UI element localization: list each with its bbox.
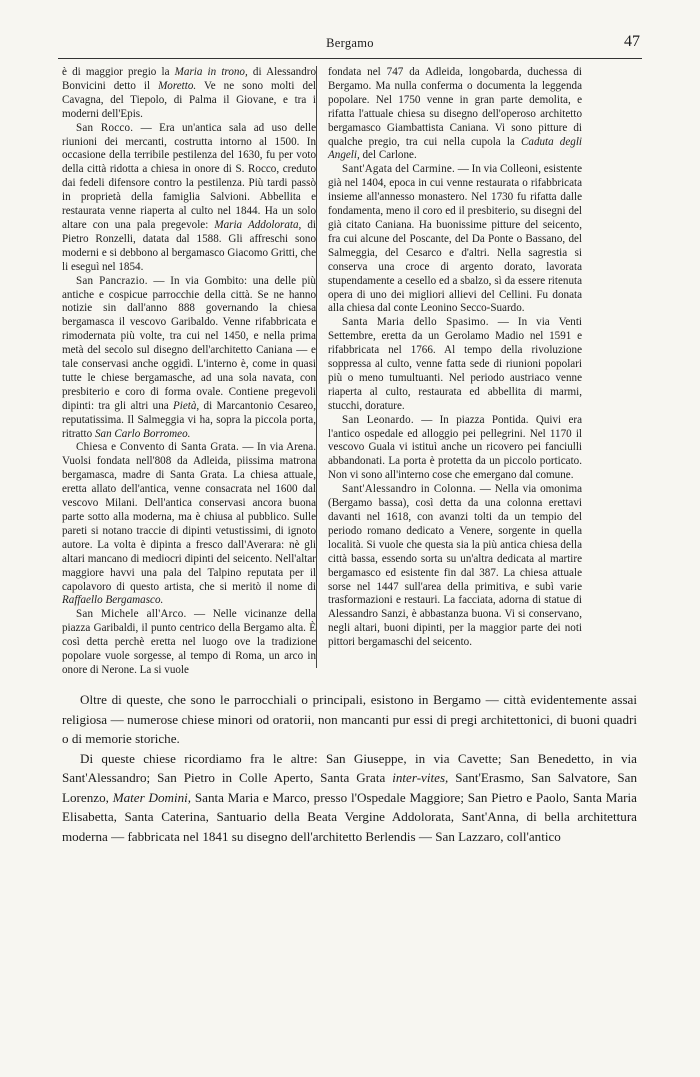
- italic-title: Maria Addolorata,: [214, 218, 302, 231]
- paragraph: [62, 66, 316, 122]
- text-run: Di queste chiese ricordiamo fra le altre: San Giuseppe, in via Cavette; San Benedetto, in via Sant'Alessandro; San Pietro in Colle Aperto, Santa Grata: [62, 750, 637, 785]
- entry-heading: Sant'Alessandro in Colonna.: [342, 483, 476, 496]
- full-width-text: [62, 690, 637, 846]
- text-run: — In piazza Pontida. Quivi era l'antico ospedale ed alloggio pei pellegrini. Nel 1170 il vescovo Guala vi istituì anche un ricovero pei fanciulli abbandonati. La porta è protetta da un piccolo porticato. Non vi sono all'interno cose che emergano dal comune.: [328, 413, 582, 482]
- left-column: [62, 66, 316, 678]
- paragraph: [62, 122, 316, 275]
- entry-heading: San Leonardo.: [342, 413, 414, 426]
- paragraph: [62, 608, 316, 678]
- right-column: [328, 66, 582, 650]
- text-run: del Carlone.: [359, 149, 417, 162]
- text-run: di Alessandro Bonvicini detto il: [62, 66, 316, 92]
- text-run: di Pietro Ronzelli, datata dal 1588. Gli affreschi sono moderni e si debbono al bergamasco Giacomo Gritti, che li eseguì nel 1854.: [62, 218, 317, 273]
- paragraph: [62, 441, 316, 608]
- paragraph: [62, 749, 637, 847]
- text-run: — In via Arena. Vuolsi fondata nell'808 da Adleida, piissima matrona bergamasca, madre di Santa Grata. La chiesa attuale, eretta allato dell'antica, venne consacrata nel 1600 dal vescovo Milani. Dell'antica conservasi ancora buona parte sotto alla moderna, ma è chiusa al pubblico. Sulle pareti si notano traccie di dipinti vetustissimi, di ignoto autore. La volta è dipinta a fresco dall'Averara: nè gli altari mancano di mediocri dipinti del seicento. Nell'altar maggiore havvi una pala del Talpino reputata per il capolavoro di questo artista, che si meritò il nome di: [62, 441, 316, 593]
- entry-heading: San Michele all'Arco.: [76, 608, 187, 621]
- entry-heading: San Rocco.: [76, 121, 134, 134]
- page-number: 47: [624, 33, 640, 50]
- entry-heading: Sant'Agata del Carmine.: [342, 163, 455, 176]
- column-divider: [316, 66, 317, 668]
- text-run: — In via Colleoni, esistente già nel 1404, epoca in cui venne restaurata o rifabbricata insieme all'annesso monastero. Nel 1730 fu rifatta dalle fondamenta, meno il coro ed il presbiterio, su disegni del già citato Caniana. Ha buonissime pitture del seicento, fra cui alcune del Poscante, del Da Ponte o Bassano, del Salmeggia, del Cesarco e d'altri. Nella sagrestia si conserva una croce di argento dorato, lavorata stupendamente a cesello ed a sbalzo, sì da essere ritenuta opera di uno dei migliori allievi del Cellini. Fu donata alla chiesa dal conte Leonino Secco-Suardo.: [328, 163, 582, 315]
- paragraph: [328, 316, 582, 413]
- text-run: Oltre di queste, che sono le parrocchiali o principali, esistono in Bergamo — città evidentemente assai religiosa — numerose chiese minori od oratorii, non mancanti pur essi di pregi architettonici, di buoni quadri o di memorie storiche.: [62, 692, 637, 746]
- text-run: Ve ne sono molti del Cavagna, del Tiepolo, di Palma il Giovane, e tra i moderni dell'Epis.: [62, 79, 316, 120]
- entry-heading: San Pancrazio.: [76, 274, 148, 287]
- entry-heading: Santa Maria dello Spasimo.: [342, 316, 489, 329]
- running-header: [60, 33, 640, 56]
- paragraph: [62, 690, 637, 749]
- text-run: di Marcantonio Cesareo, reputatissima. Il Salmeggia vi ha, sopra la piccola porta, ritratto: [62, 399, 316, 440]
- italic-title: inter-vites,: [392, 770, 449, 785]
- text-run: Santa Maria e Marco, presso l'Ospedale Maggiore; San Pietro e Paolo, Santa Maria Elisabetta, Santa Caterina, Santuario della Beata Vergine Addolorata, Sant'Anna, di bella architettura moderna — fabbricata nel 1841 su disegno dell'architetto Berlendis — San Lazzaro, coll'antico: [62, 789, 637, 844]
- paragraph: [62, 275, 316, 442]
- italic-title: Raffaello Bergamasco.: [62, 594, 164, 607]
- italic-title: Mater Domini,: [112, 789, 192, 805]
- text-run: è di maggior pregio la: [62, 66, 175, 78]
- text-run: — Nella via omonima (Bergamo bassa), così detta da una colonna erettavi davanti nel 1618, con avanzi tolti da un tempio del periodo romano dedicato a Venere, sorgente in quella località. Si vuole che questa sia la più antica chiesa della città bassa, essendo sorta su un'altra dedicata al martire bergamasco ed esistente fin dal 387. La chiesa attuale sorse nel 1447 sull'area della primitiva, e subì varie trasformazioni e restauri. La facciata, adorna di statue di Alessandro Sanzi, è abbastanza buona. Vi si conservano, negli altari, buoni dipinti, per la maggior parte dei noti pittori bergamaschi del seicento.: [328, 483, 582, 649]
- entry-heading: Chiesa e Convento di Santa Grata.: [76, 441, 239, 454]
- italic-title: Pietà,: [173, 399, 200, 412]
- header-rule: [58, 58, 642, 59]
- text-run: fondata nel 747 da Adleida, longobarda, duchessa di Bergamo. Ma nulla conferma o documenta la leggenda popolare. Nel 1750 venne in gran parte demolita, e rifatta l'attuale chiesa su disegno dell'operoso architetto bergamasco Giambattista Caniana. Vi sono pitture di qualche pregio, tra cui nella cupola la: [328, 66, 582, 148]
- italic-title: San Carlo Borromeo.: [94, 427, 191, 440]
- text-run: — In via Gombito: una delle più antiche e cospicue parrocchie della città. Se ne hanno notizie sin dall'anno 888 governando la chiesa bergamasca il vescovo Garibaldo. Venne rifabbricata e rimodernata più volte, tra cui nel 1450, e nella prima metà del secolo sul disegno dell'architetto Caniana — e tale conservasi anche oggidì. L'interno è, come in quasi tutte le chiese bergamasche, ad una sola navata, con presbiterio e coro di forma ovale. Contiene pregevoli dipinti: tra gli altri una: [62, 274, 316, 412]
- paragraph: [328, 483, 582, 650]
- text-run: — Nelle vicinanze della piazza Garibaldi, il punto centrico della Bergamo alta. È così detta perchè eretta nel luogo ove la tradizione popolare vuole sorgesse, al tempo di Roma, un arco in onore di Nerone. La si vuole: [62, 608, 316, 676]
- paragraph: [328, 66, 582, 163]
- italic-title: Maria in trono,: [174, 66, 248, 78]
- paragraph: [328, 163, 582, 316]
- paragraph: [328, 414, 582, 484]
- text-run: — Era un'antica sala ad uso delle riunioni dei mercanti, costrutta intorno al 1500. In occasione della terribile pestilenza del 1630, fu per voto della città ridotta a chiesa in onore di S. Rocco, creduto dai fedeli difensore contro la pestilenza. Più tardi passò in proprietà della famiglia Salvioni. Abbellita e restaurata venne riaperta al culto nel 1844. Ha un solo altare con una pala pregevole:: [62, 121, 317, 231]
- italic-title: Caduta degli Angeli,: [328, 135, 582, 162]
- text-run: — In via Venti Settembre, eretta da un Gerolamo Madio nel 1591 e rifabbricata nel 1766. Al tempo della rivoluzione soppressa al culto, venne fatta sede di riunioni popolari più o meno tumultuanti. Nel periodo austriaco venne riaperta al culto, restaurata ed abbellita di marmi, stucchi, dorature.: [328, 316, 582, 412]
- text-run: Sant'Erasmo, San Salvatore, San Lorenzo,: [62, 770, 637, 805]
- italic-title: Moretto.: [158, 79, 197, 92]
- running-title: Bergamo: [326, 36, 374, 50]
